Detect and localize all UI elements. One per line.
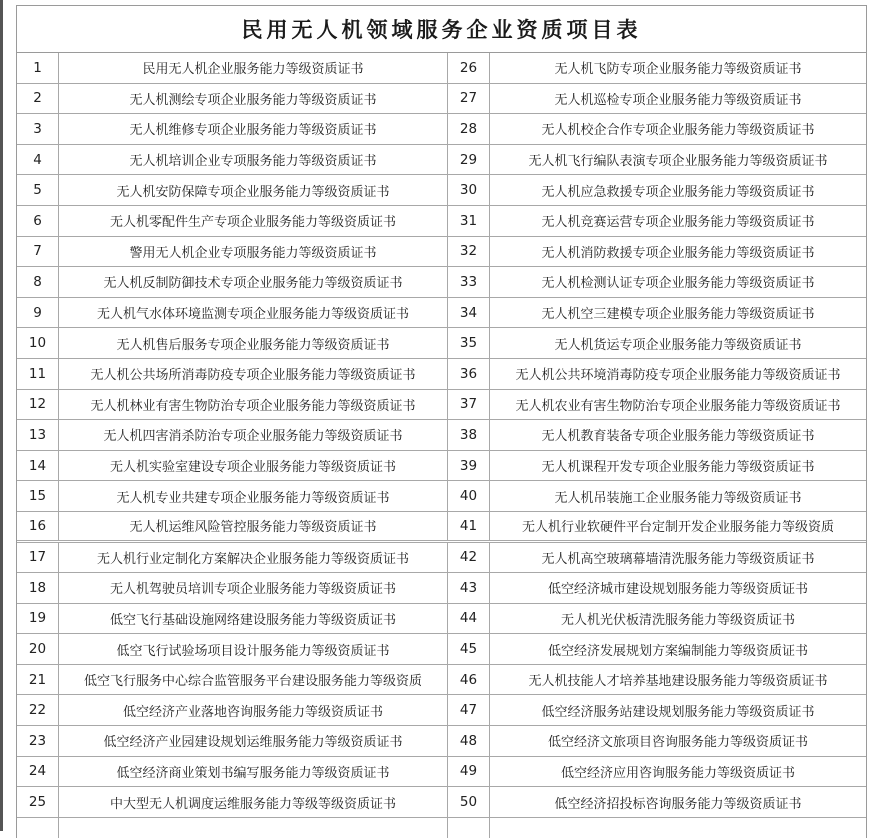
right-number-cell: 29: [448, 145, 490, 175]
left-number-cell: 7: [17, 237, 59, 267]
left-number-cell: 20: [17, 634, 59, 664]
left-number-cell: 24: [17, 757, 59, 787]
left-name-cell: 低空经济产业落地咨询服务能力等级资质证书: [59, 695, 448, 725]
right-number-cell: 44: [448, 604, 490, 634]
right-number-cell: 33: [448, 267, 490, 297]
left-name-cell: 中大型无人机调度运维服务能力等级等级资质证书: [59, 787, 448, 817]
left-number-cell: 15: [17, 481, 59, 511]
left-number-cell: 17: [17, 543, 59, 573]
left-number-cell: 1: [17, 53, 59, 83]
right-name-cell: 低空经济招投标咨询服务能力等级资质证书: [554, 796, 802, 812]
table-row: [17, 145, 866, 176]
right-number-cell: 47: [448, 695, 490, 725]
left-name-cell: 无人机测绘专项企业服务能力等级资质证书: [59, 84, 448, 114]
right-number-cell: 30: [448, 175, 490, 205]
table-row: [17, 298, 866, 329]
table-row: [17, 114, 866, 145]
right-number-cell: 36: [448, 359, 490, 389]
right-number-cell: 49: [448, 757, 490, 787]
table-title: 民用无人机领域服务企业资质项目表: [17, 6, 866, 53]
right-number-cell: 40: [448, 481, 490, 511]
right-number-cell: 32: [448, 237, 490, 267]
left-number-cell: 4: [17, 145, 59, 175]
left-number-cell: 14: [17, 451, 59, 481]
table-row: [17, 512, 866, 543]
number-cell: [17, 818, 59, 838]
left-name-cell: 无人机零配件生产专项企业服务能力等级资质证书: [59, 206, 448, 236]
left-name-cell: 警用无人机企业专项服务能力等级资质证书: [59, 237, 448, 267]
left-number-cell: 18: [17, 573, 59, 603]
right-number-cell: 28: [448, 114, 490, 144]
right-number-cell: 39: [448, 451, 490, 481]
right-number-cell: 35: [448, 328, 490, 358]
table-row: [17, 175, 866, 206]
right-number-cell: 37: [448, 390, 490, 420]
table-row: [17, 665, 866, 696]
table-row: [17, 237, 866, 268]
right-name-cell: 低空经济城市建设规划服务能力等级资质证书: [547, 582, 808, 598]
right-name-cell: 无人机农业有害生物防治专项企业服务能力等级资质证书: [515, 398, 841, 414]
table-row-blank: [17, 818, 866, 838]
left-number-cell: 5: [17, 175, 59, 205]
right-name-cell: 无人机高空玻璃幕墙清洗服务能力等级资质证书: [541, 551, 815, 567]
right-number-cell: 48: [448, 726, 490, 756]
table-row: [17, 634, 866, 665]
right-number-cell: 31: [448, 206, 490, 236]
table-row: [17, 726, 866, 757]
right-name-cell: 无人机吊装施工企业服务能力等级资质证书: [554, 490, 802, 506]
right-number-cell: 38: [448, 420, 490, 450]
left-name-cell: 无人机行业定制化方案解决企业服务能力等级资质证书: [59, 543, 448, 573]
right-name-cell: 低空经济文旅项目咨询服务能力等级资质证书: [547, 735, 808, 751]
left-number-cell: 3: [17, 114, 59, 144]
table-row: [17, 695, 866, 726]
left-number-cell: 9: [17, 298, 59, 328]
right-name-cell: 无人机公共环境消毒防疫专项企业服务能力等级资质证书: [515, 368, 841, 384]
right-name-cell: 无人机空三建模专项企业服务能力等级资质证书: [541, 307, 815, 323]
right-name-cell: 无人机竞赛运营专项企业服务能力等级资质证书: [541, 215, 815, 231]
left-name-cell: 无人机四害消杀防治专项企业服务能力等级资质证书: [59, 420, 448, 450]
left-number-cell: 10: [17, 328, 59, 358]
table-body: [17, 53, 866, 818]
right-name-cell: 无人机应急救援专项企业服务能力等级资质证书: [541, 184, 815, 200]
table-row: [17, 543, 866, 574]
name-cell: [490, 818, 866, 838]
table-row: [17, 451, 866, 482]
table-row: [17, 573, 866, 604]
left-edge-border: [0, 0, 3, 831]
left-name-cell: 无人机驾驶员培训专项企业服务能力等级资质证书: [59, 573, 448, 603]
table-row: [17, 787, 866, 818]
left-name-cell: 民用无人机企业服务能力等级资质证书: [59, 53, 448, 83]
left-number-cell: 8: [17, 267, 59, 297]
left-number-cell: 12: [17, 390, 59, 420]
right-name-cell: 无人机行业软硬件平台定制开发企业服务能力等级资质: [521, 520, 834, 536]
left-number-cell: 22: [17, 695, 59, 725]
table-row: [17, 53, 866, 84]
left-number-cell: 16: [17, 512, 59, 540]
right-name-cell: 无人机飞防专项企业服务能力等级资质证书: [554, 62, 802, 78]
left-name-cell: 无人机实验室建设专项企业服务能力等级资质证书: [59, 451, 448, 481]
table-row: [17, 206, 866, 237]
table-row: [17, 267, 866, 298]
table-row: [17, 328, 866, 359]
table-row: [17, 84, 866, 115]
left-number-cell: 2: [17, 84, 59, 114]
right-name-cell: 无人机检测认证专项企业服务能力等级资质证书: [541, 276, 815, 292]
right-name-cell: 低空经济服务站建设规划服务能力等级资质证书: [541, 704, 815, 720]
right-number-cell: 46: [448, 665, 490, 695]
right-number-cell: 50: [448, 787, 490, 817]
left-number-cell: 25: [17, 787, 59, 817]
left-name-cell: 无人机气水体环境监测专项企业服务能力等级资质证书: [59, 298, 448, 328]
left-name-cell: 低空飞行基础设施网络建设服务能力等级资质证书: [59, 604, 448, 634]
right-name-cell: 无人机飞行编队表演专项企业服务能力等级资质证书: [528, 154, 828, 170]
left-name-cell: 低空经济产业园建设规划运维服务能力等级资质证书: [59, 726, 448, 756]
table-row: [17, 604, 866, 635]
right-name-cell: 无人机校企合作专项企业服务能力等级资质证书: [541, 123, 815, 139]
right-name-cell: 无人机光伏板清洗服务能力等级资质证书: [560, 612, 795, 628]
table-row: [17, 390, 866, 421]
left-name-cell: 无人机培训企业专项服务能力等级资质证书: [59, 145, 448, 175]
right-number-cell: 26: [448, 53, 490, 83]
left-number-cell: 13: [17, 420, 59, 450]
left-name-cell: 无人机安防保障专项企业服务能力等级资质证书: [59, 175, 448, 205]
right-name-cell: 无人机消防救援专项企业服务能力等级资质证书: [541, 245, 815, 261]
right-number-cell: 45: [448, 634, 490, 664]
table-row: [17, 481, 866, 512]
left-name-cell: 低空飞行试验场项目设计服务能力等级资质证书: [59, 634, 448, 664]
left-name-cell: 无人机林业有害生物防治专项企业服务能力等级资质证书: [59, 390, 448, 420]
right-number-cell: 27: [448, 84, 490, 114]
left-name-cell: 无人机专业共建专项企业服务能力等级资质证书: [59, 481, 448, 511]
name-cell: [59, 818, 448, 838]
table-row: [17, 757, 866, 788]
right-name-cell: 无人机课程开发专项企业服务能力等级资质证书: [541, 460, 815, 476]
right-name-cell: 无人机教育装备专项企业服务能力等级资质证书: [541, 429, 815, 445]
right-number-cell: 42: [448, 543, 490, 573]
right-name-cell: 无人机货运专项企业服务能力等级资质证书: [554, 337, 802, 353]
left-name-cell: 无人机运维风险管控服务能力等级资质证书: [59, 512, 448, 540]
left-number-cell: 19: [17, 604, 59, 634]
right-name-cell: 无人机技能人才培养基地建设服务能力等级资质证书: [528, 674, 828, 690]
right-name-cell: 低空经济应用咨询服务能力等级资质证书: [560, 765, 795, 781]
left-name-cell: 无人机反制防御技术专项企业服务能力等级资质证书: [59, 267, 448, 297]
right-number-cell: 34: [448, 298, 490, 328]
left-name-cell: 无人机维修专项企业服务能力等级资质证书: [59, 114, 448, 144]
left-name-cell: 低空飞行服务中心综合监管服务平台建设服务能力等级资质: [59, 665, 448, 695]
left-number-cell: 23: [17, 726, 59, 756]
number-cell: [448, 818, 490, 838]
qualification-table: [16, 5, 867, 838]
left-name-cell: 低空经济商业策划书编写服务能力等级资质证书: [59, 757, 448, 787]
right-name-cell: 低空经济发展规划方案编制能力等级资质证书: [547, 643, 808, 659]
table-row: [17, 359, 866, 390]
right-number-cell: 41: [448, 512, 490, 540]
left-name-cell: 无人机公共场所消毒防疫专项企业服务能力等级资质证书: [59, 359, 448, 389]
right-name-cell: 无人机巡检专项企业服务能力等级资质证书: [554, 92, 802, 108]
left-number-cell: 6: [17, 206, 59, 236]
left-number-cell: 11: [17, 359, 59, 389]
left-name-cell: 无人机售后服务专项企业服务能力等级资质证书: [59, 328, 448, 358]
right-number-cell: 43: [448, 573, 490, 603]
table-row: [17, 420, 866, 451]
left-number-cell: 21: [17, 665, 59, 695]
